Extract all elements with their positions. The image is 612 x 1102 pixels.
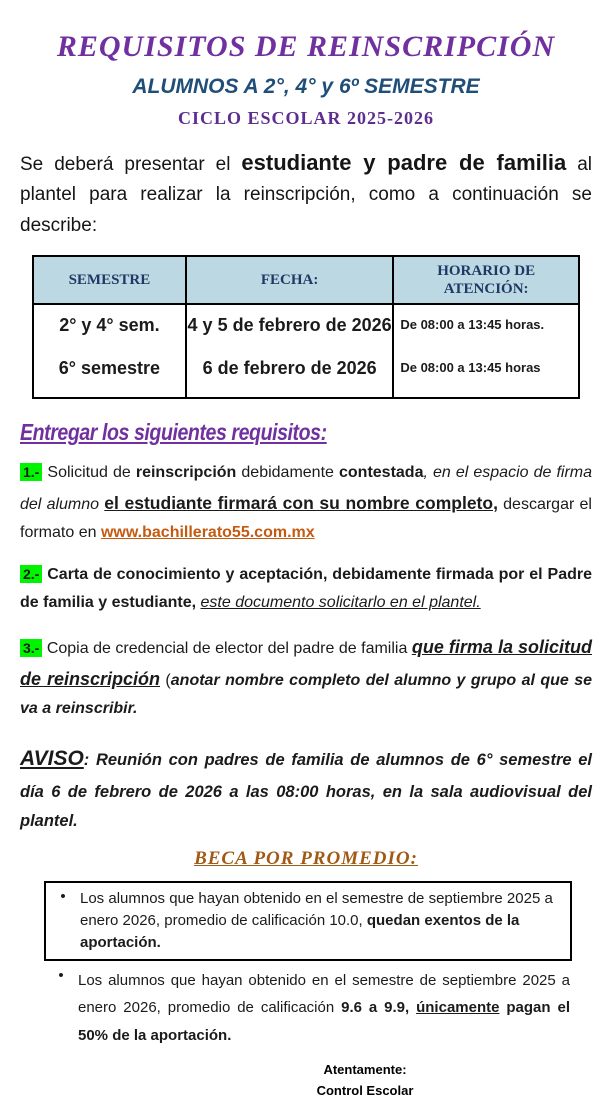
schedule-table: [32, 255, 580, 399]
item1-text: Solicitud de: [42, 464, 136, 482]
item2-bold-text: Carta de conocimiento y aceptación, debidamente firmada por el Padre de familia y estudiante,: [20, 565, 592, 612]
col-header-fecha: FECHA:: [186, 256, 393, 304]
aviso-text: : Reunión con padres de familia de alumnos de 6° semestre el día 6 de febrero de 2026 a las 08:00 horas, en la sala audiovisual del plantel.: [20, 750, 592, 830]
item1-italic-clause: , en el espacio de firma del alumno: [20, 464, 593, 513]
signature-atentamente: Atentamente:: [323, 1061, 407, 1077]
horario-row2: De 08:00 a 13:45 horas: [400, 360, 541, 376]
intro-post: al plantel para realizar la reinscripción, como a continuación se describe:: [20, 154, 592, 236]
cell-fecha: [186, 304, 393, 398]
beca-heading: BECA POR PROMEDIO:: [194, 848, 418, 870]
item3-bold-underlined: que firma la solicitud de reinscripción: [20, 636, 592, 689]
item1-bold-contestada: contestada: [339, 464, 424, 482]
page-subtitle: ALUMNOS A 2°, 4° y 6º SEMESTRE: [132, 75, 480, 98]
table-header-row: [33, 256, 579, 304]
beca-bullet-1-text: Los alumnos que hayan obtenido en el semestre de septiembre 2025 a enero 2026, promedio de calificación 10.0, quedan exentos de la aportación.: [80, 890, 553, 951]
requirement-item-3: [20, 631, 592, 724]
item1-number-highlight: 1.-: [20, 463, 42, 481]
bullet-icon: •: [60, 888, 66, 906]
item1-underlined-clause: el estudiante firmará con su nombre completo,: [104, 492, 498, 513]
item3-bold-italic: anotar nombre completo del alumno y grupo al que se va a reinscribir.: [20, 671, 592, 718]
aviso-paragraph: [20, 741, 592, 836]
intro-bold: estudiante y padre de familia: [241, 150, 567, 175]
aviso-label: AVISO: [20, 746, 84, 770]
horario-row1: De 08:00 a 13:45 horas.: [400, 317, 545, 333]
requirement-item-2: [20, 561, 592, 618]
item1-text: debidamente: [236, 464, 339, 482]
semestre-row2: 6° semestre: [58, 358, 161, 379]
requirement-item-1: [20, 459, 592, 547]
semestre-row1: 2° y 4° sem.: [59, 315, 160, 336]
fecha-row1: 4 y 5 de febrero de 2026: [187, 315, 392, 336]
intro-paragraph: [20, 145, 592, 241]
col-header-horario: HORARIO DE ATENCIÓN:: [393, 256, 579, 304]
requirements-heading: Entregar los siguientes requisitos:: [20, 419, 327, 446]
beca-bullet-2-text: Los alumnos que hayan obtenido en el semestre de septiembre 2025 a enero 2026, promedio de calificación 9.6 a 9.9, únicamente pagan el 50% de la aportación.: [78, 971, 570, 1045]
school-cycle: CICLO ESCOLAR 2025-2026: [177, 108, 435, 128]
beca-bullet-2: [44, 967, 572, 1050]
item3-text: Copia de credencial de elector del padre de familia: [42, 639, 412, 657]
intro-pre: Se deberá presentar el: [20, 154, 242, 175]
item1-bold-reinscripcion: reinscripción: [135, 464, 237, 482]
cell-semestre: [33, 304, 186, 398]
website-link[interactable]: www.bachillerato55.com.mx: [100, 524, 315, 542]
beca-bordered-box: [44, 881, 572, 960]
bullet-icon: •: [58, 966, 64, 984]
page-title: REQUISITOS DE REINSCRIPCIÓN: [56, 30, 556, 63]
table-body-row: [33, 304, 579, 398]
item2-italic-underlined: este documento solicitarlo en el plantel.: [200, 594, 481, 612]
cell-horario: [393, 304, 579, 398]
signature-control-escolar: Control Escolar: [316, 1082, 414, 1098]
signature-block: [255, 1060, 475, 1102]
item2-number-highlight: 2.-: [20, 565, 42, 583]
col-header-semestre: SEMESTRE: [33, 256, 186, 304]
item3-number-highlight: 3.-: [20, 639, 42, 657]
beca-bullet-1: [46, 888, 560, 953]
item1-text: descargar el formato en: [20, 495, 592, 542]
fecha-row2: 6 de febrero de 2026: [202, 358, 377, 379]
item3-text: (: [160, 671, 171, 689]
